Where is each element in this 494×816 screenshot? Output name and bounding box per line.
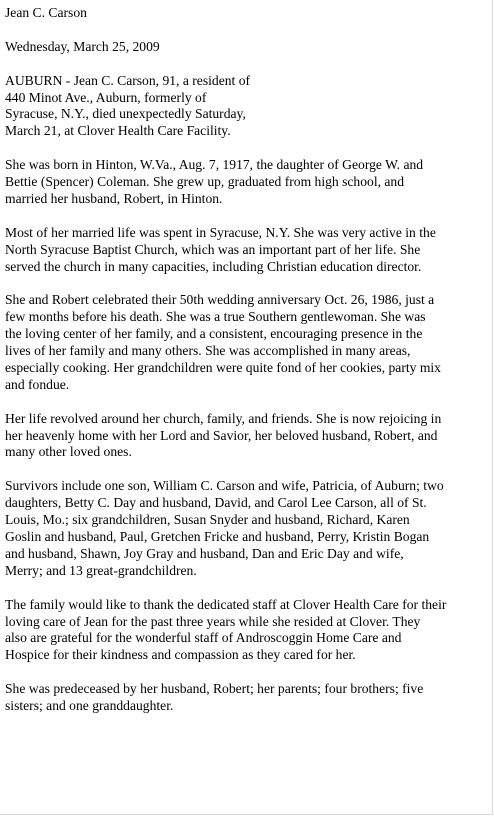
text-line: and fondue. — [5, 376, 70, 392]
text-line: many other loved ones. — [5, 444, 132, 460]
text-line: Her life revolved around her church, family, and friends. She is now rejoicing in — [5, 410, 442, 426]
text-line: Hospice for their kindness and compassion as they cared for her. — [5, 647, 356, 663]
text-line: She was born in Hinton, W.Va., Aug. 7, 1917, the daughter of George W. and — [5, 157, 424, 173]
paragraph-birth — [5, 157, 489, 208]
paragraph-thanks — [5, 597, 489, 665]
paragraph-church — [5, 225, 489, 276]
paragraph-faith — [5, 411, 489, 462]
paragraph-predeceased — [5, 681, 489, 715]
text-line: also are grateful for the wonderful staff of Androscoggin Home Care and — [5, 630, 402, 646]
text-line: She was predeceased by her husband, Robert; her parents; four brothers; five — [5, 681, 424, 697]
text-line: Goslin and husband, Paul, Gretchen Fricke and husband, Perry, Kristin Bogan — [5, 528, 430, 544]
obituary-date — [5, 39, 489, 56]
name-line: Jean C. Carson — [5, 5, 87, 20]
paragraph-death-notice — [5, 73, 489, 141]
text-line: Bettie (Spencer) Coleman. She grew up, graduated from high school, and — [5, 174, 405, 190]
obituary-document — [5, 5, 489, 732]
text-line: lives of her family and many others. She was accomplished in many areas, — [5, 343, 411, 359]
text-line: and husband, Shawn, Joy Gray and husband, Dan and Eric Day and wife, — [5, 545, 404, 561]
text-line: loving care of Jean for the past three years while she resided at Clover. They — [5, 613, 421, 629]
text-line: North Syracuse Baptist Church, which was an important part of her life. She — [5, 241, 421, 257]
paragraph-survivors — [5, 478, 489, 579]
text-line: Most of her married life was spent in Syracuse, N.Y. She was very active in the — [5, 224, 436, 240]
text-line: served the church in many capacities, including Christian education director. — [5, 258, 422, 274]
date-line: Wednesday, March 25, 2009 — [5, 38, 160, 54]
text-line: Syracuse, N.Y., died unexpectedly Saturday, — [5, 106, 246, 122]
text-line: Survivors include one son, William C. Carson and wife, Patricia, of Auburn; two — [5, 478, 444, 494]
text-line: Merry; and 13 great-grandchildren. — [5, 562, 197, 578]
text-line: the loving center of her family, and a consistent, encouraging presence in the — [5, 326, 423, 342]
text-line: sisters; and one granddaughter. — [5, 698, 174, 714]
text-line: She and Robert celebrated their 50th wedding anniversary Oct. 26, 1986, just a — [5, 292, 435, 308]
text-line: especially cooking. Her grandchildren were quite fond of her cookies, party mix — [5, 359, 441, 375]
obituary-name — [5, 5, 489, 22]
text-line: 440 Minot Ave., Auburn, formerly of — [5, 89, 207, 105]
text-line: few months before his death. She was a true Southern gentlewoman. She was — [5, 309, 426, 325]
text-line: her heavenly home with her Lord and Savior, her beloved husband, Robert, and — [5, 427, 438, 443]
paragraph-anniversary — [5, 292, 489, 393]
text-line: AUBURN - Jean C. Carson, 91, a resident of — [5, 72, 251, 88]
text-line: Louis, Mo.; six grandchildren, Susan Snyder and husband, Richard, Karen — [5, 512, 410, 528]
text-line: March 21, at Clover Health Care Facility. — [5, 123, 231, 139]
text-line: married her husband, Robert, in Hinton. — [5, 190, 223, 206]
text-line: The family would like to thank the dedicated staff at Clover Health Care for their — [5, 596, 447, 612]
text-line: daughters, Betty C. Day and husband, David, and Carol Lee Carson, all of St. — [5, 495, 427, 511]
